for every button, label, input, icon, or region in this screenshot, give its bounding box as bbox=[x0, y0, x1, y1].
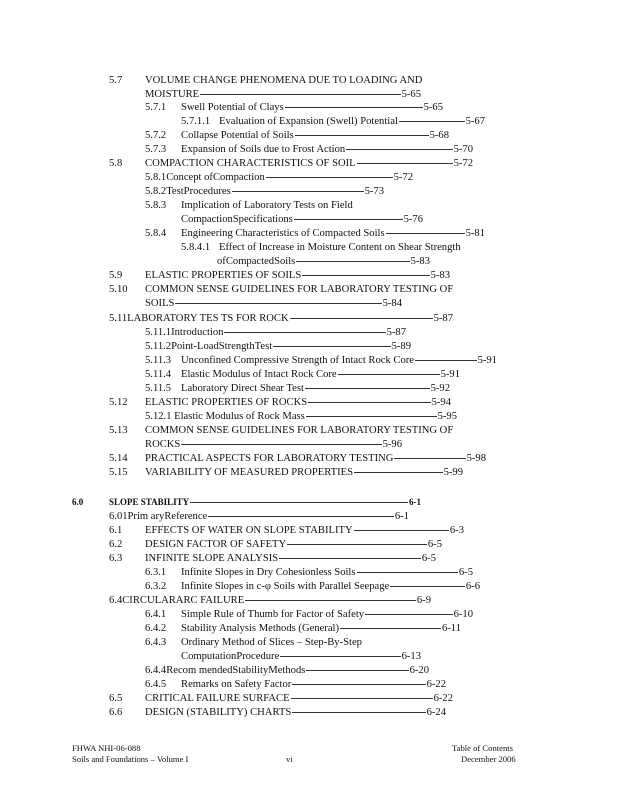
toc-entry-page: 5-99 bbox=[443, 467, 463, 478]
toc-leader-line bbox=[232, 191, 364, 192]
toc-entry-body bbox=[109, 312, 453, 325]
toc-entry-title: COMPACTION CHARACTERISTICS OF SOIL bbox=[145, 158, 356, 169]
footer-date: December 2006 bbox=[461, 754, 516, 764]
toc-entry-page: 6-22 bbox=[433, 693, 453, 704]
toc-entry-page: 5-84 bbox=[382, 298, 402, 309]
toc-entry-body bbox=[181, 622, 461, 635]
toc-leader-line bbox=[279, 558, 421, 559]
toc-entry-body bbox=[181, 101, 443, 114]
toc-entry-number: 5.8 bbox=[109, 158, 123, 169]
toc-entry-number: 5.12 bbox=[109, 397, 128, 408]
toc-entry-body bbox=[145, 283, 495, 296]
toc-entry-body bbox=[145, 157, 473, 170]
toc-leader-line bbox=[280, 656, 400, 657]
toc-leader-line bbox=[340, 628, 441, 629]
toc-entry-page: 6-5 bbox=[458, 567, 473, 578]
toc-entry-body bbox=[145, 74, 458, 87]
toc-entry-page: 5-98 bbox=[466, 453, 486, 464]
toc-leader-line bbox=[292, 684, 425, 685]
toc-leader-line bbox=[415, 360, 477, 361]
toc-entry-number: 5.14 bbox=[109, 453, 128, 464]
toc-entry-number: 6.6 bbox=[109, 707, 123, 718]
toc-entry-number: 5.8.3 bbox=[145, 200, 167, 211]
toc-entry-page: 5-96 bbox=[382, 439, 402, 450]
toc-entry-title: Implication of Laboratory Tests on Field bbox=[181, 200, 353, 211]
toc-entry-number: 5.7.1.1 bbox=[181, 116, 211, 127]
toc-entry-page: 5-72 bbox=[453, 158, 473, 169]
toc-entry-body bbox=[181, 566, 473, 579]
toc-entry-number: 6.4.1 bbox=[145, 609, 167, 620]
toc-entry-body bbox=[145, 410, 457, 423]
toc-entry-body bbox=[145, 552, 436, 565]
toc-entry-number: 5.11.4 bbox=[145, 369, 172, 380]
toc-entry-title: ofCompactedSoils bbox=[217, 256, 296, 267]
toc-entry-page: 6-22 bbox=[426, 679, 446, 690]
toc-entry-title: DESIGN FACTOR OF SAFETY bbox=[145, 539, 287, 550]
toc-leader-line bbox=[290, 318, 433, 319]
toc-leader-line bbox=[181, 444, 381, 445]
toc-leader-line bbox=[308, 402, 430, 403]
toc-leader-line bbox=[306, 670, 408, 671]
toc-entry-body bbox=[145, 171, 413, 184]
toc-leader-line bbox=[208, 516, 394, 517]
toc-entry-body bbox=[109, 510, 409, 523]
toc-entry-page: 5-95 bbox=[437, 411, 457, 422]
toc-entry-body bbox=[145, 452, 486, 465]
toc-entry-number: 5.7 bbox=[109, 75, 123, 86]
footer-section: Table of Contents bbox=[452, 743, 513, 753]
toc-entry-body bbox=[145, 706, 446, 719]
toc-entry-title: 5.11.2Point-LoadStrengthTest bbox=[145, 341, 273, 352]
toc-entry-body bbox=[145, 88, 421, 101]
footer-page-number: vi bbox=[286, 754, 293, 764]
toc-entry-title: CRITICAL FAILURE SURFACE bbox=[145, 693, 290, 704]
toc-entry-title: 5.8.2TestProcedures bbox=[145, 186, 231, 197]
footer-agency: FHWA NHI-06-088 bbox=[72, 743, 141, 753]
toc-entry-number: 6.3.2 bbox=[145, 581, 167, 592]
toc-entry-title: Engineering Characteristics of Compacted Soils bbox=[181, 228, 385, 239]
toc-entry-number: 5.7.3 bbox=[145, 144, 167, 155]
toc-entry-body bbox=[181, 636, 374, 649]
toc-entry-page: 5-87 bbox=[386, 327, 406, 338]
toc-entry-number: 5.8.4.1 bbox=[181, 242, 211, 253]
toc-entry-page: 5-91 bbox=[440, 369, 460, 380]
toc-entry-page: 5-70 bbox=[453, 144, 473, 155]
toc-leader-line bbox=[190, 502, 408, 503]
toc-entry-title: VOLUME CHANGE PHENOMENA DUE TO LOADING AND bbox=[145, 75, 423, 86]
toc-leader-line bbox=[294, 219, 403, 220]
toc-entry-title: Effect of Increase in Moisture Content on Shear Strength bbox=[219, 242, 461, 253]
toc-entry-body bbox=[181, 213, 423, 226]
toc-entry-body bbox=[181, 608, 473, 621]
toc-entry-title: Expansion of Soils due to Frost Action bbox=[181, 144, 346, 155]
toc-entry-page: 6-13 bbox=[401, 651, 421, 662]
toc-entry-title: SLOPE STABILITY bbox=[109, 497, 190, 507]
toc-entry-number: 6.3.1 bbox=[145, 567, 167, 578]
toc-leader-line bbox=[291, 698, 433, 699]
toc-entry-number: 5.15 bbox=[109, 467, 128, 478]
toc-entry-body bbox=[181, 227, 485, 240]
toc-entry-title: Unconfined Compressive Strength of Intact Rock Core bbox=[181, 355, 415, 366]
toc-entry-body bbox=[145, 326, 406, 339]
toc-leader-line bbox=[357, 163, 453, 164]
toc-leader-line bbox=[285, 107, 423, 108]
toc-entry-title: Collapse Potential of Soils bbox=[181, 130, 294, 141]
toc-leader-line bbox=[295, 135, 429, 136]
toc-entry-body bbox=[181, 129, 449, 142]
toc-entry-page: 5-91 bbox=[477, 355, 497, 366]
toc-entry-body bbox=[219, 115, 485, 128]
toc-entry-title: Elastic Modulus of Intact Rock Core bbox=[181, 369, 337, 380]
toc-entry-page: 5-87 bbox=[433, 313, 453, 324]
toc-entry-number: 5.7.1 bbox=[145, 102, 167, 113]
toc-entry-page: 5-76 bbox=[403, 214, 423, 225]
toc-entry-body bbox=[145, 297, 402, 310]
toc-entry-body bbox=[145, 424, 495, 437]
toc-entry-body bbox=[145, 664, 429, 677]
toc-leader-line bbox=[305, 388, 430, 389]
toc-entry-body bbox=[145, 524, 464, 537]
toc-entry-number: 5.11.5 bbox=[145, 383, 172, 394]
toc-entry-page: 6-3 bbox=[449, 525, 464, 536]
toc-entry-page: 6-9 bbox=[416, 595, 431, 606]
toc-entry-body bbox=[145, 396, 451, 409]
toc-entry-title: PRACTICAL ASPECTS FOR LABORATORY TESTING bbox=[145, 453, 394, 464]
toc-entry-page: 6-6 bbox=[465, 581, 480, 592]
toc-entry-page: 5-67 bbox=[465, 116, 485, 127]
toc-entry-page: 5-94 bbox=[431, 397, 451, 408]
toc-entry-page: 5-72 bbox=[393, 172, 413, 183]
toc-leader-line bbox=[175, 303, 381, 304]
toc-entry-title: ELASTIC PROPERTIES OF SOILS bbox=[145, 270, 302, 281]
toc-leader-line bbox=[354, 530, 449, 531]
toc-entry-page: 6-10 bbox=[453, 609, 473, 620]
toc-entry-title: Simple Rule of Thumb for Factor of Safety bbox=[181, 609, 365, 620]
toc-entry-page: 6-1 bbox=[409, 497, 421, 507]
toc-entry-page: 6-1 bbox=[394, 511, 409, 522]
toc-entry-body bbox=[145, 340, 411, 353]
toc-entry-page: 5-89 bbox=[391, 341, 411, 352]
toc-entry-title: 5.11.1Introduction bbox=[145, 327, 224, 338]
toc-entry-body bbox=[145, 692, 453, 705]
toc-entry-number: 5.7.2 bbox=[145, 130, 167, 141]
toc-entry-title: VARIABILITY OF MEASURED PROPERTIES bbox=[145, 467, 354, 478]
toc-entry-page: 5-92 bbox=[430, 383, 450, 394]
toc-leader-line bbox=[365, 614, 452, 615]
toc-entry-body bbox=[145, 538, 442, 551]
toc-entry-title: 5.12.1 Elastic Modulus of Rock Mass bbox=[145, 411, 305, 422]
toc-entry-title: EFFECTS OF WATER ON SLOPE STABILITY bbox=[145, 525, 353, 536]
toc-entry-number: 6.4.5 bbox=[145, 679, 167, 690]
toc-leader-line bbox=[200, 94, 400, 95]
toc-entry-body bbox=[145, 466, 463, 479]
toc-entry-body bbox=[181, 143, 473, 156]
toc-leader-line bbox=[302, 275, 429, 276]
toc-entry-number: 6.4.3 bbox=[145, 637, 167, 648]
toc-entry-title: 6.4CIRCULARARC FAILURE bbox=[109, 595, 245, 606]
toc-entry-page: 6-5 bbox=[421, 553, 436, 564]
toc-entry-body bbox=[145, 438, 402, 451]
toc-entry-page: 5-83 bbox=[430, 270, 450, 281]
toc-entry-title: Swell Potential of Clays bbox=[181, 102, 284, 113]
toc-entry-title: CompactionSpecifications bbox=[181, 214, 293, 225]
toc-leader-line bbox=[390, 586, 465, 587]
toc-entry-title: Evaluation of Expansion (Swell) Potential bbox=[219, 116, 398, 127]
toc-entry-page: 5-73 bbox=[364, 186, 384, 197]
toc-entry-number: 6.5 bbox=[109, 693, 123, 704]
toc-entry-number: 5.9 bbox=[109, 270, 123, 281]
toc-entry-page: 6-20 bbox=[409, 665, 429, 676]
toc-entry-number: 6.1 bbox=[109, 525, 123, 536]
toc-entry-title: MOISTURE bbox=[145, 89, 200, 100]
toc-leader-line bbox=[399, 121, 465, 122]
toc-leader-line bbox=[296, 261, 409, 262]
toc-entry-title: 5.11LABORATORY TES TS FOR ROCK bbox=[109, 313, 289, 324]
toc-entry-title: ComputationProcedure bbox=[181, 651, 280, 662]
toc-entry-page: 5-68 bbox=[429, 130, 449, 141]
toc-leader-line bbox=[346, 149, 452, 150]
toc-entry-body bbox=[181, 382, 450, 395]
toc-leader-line bbox=[386, 233, 465, 234]
toc-leader-line bbox=[338, 374, 440, 375]
toc-leader-line bbox=[306, 416, 437, 417]
toc-entry-body bbox=[217, 255, 430, 268]
toc-entry-body bbox=[109, 594, 431, 607]
toc-entry-page: 5-81 bbox=[465, 228, 485, 239]
toc-entry-page: 5-65 bbox=[401, 89, 421, 100]
toc-entry-body bbox=[181, 199, 374, 212]
toc-entry-number: 6.4.2 bbox=[145, 623, 167, 634]
toc-entry-title: DESIGN (STABILITY) CHARTS bbox=[145, 707, 292, 718]
toc-entry-page: 6-5 bbox=[427, 539, 442, 550]
toc-entry-number: 5.10 bbox=[109, 284, 128, 295]
toc-entry-body bbox=[145, 269, 450, 282]
toc-entry-number: 5.13 bbox=[109, 425, 128, 436]
toc-entry-title: 5.8.1Concept ofCompaction bbox=[145, 172, 265, 183]
toc-entry-number: 6.2 bbox=[109, 539, 123, 550]
toc-leader-line bbox=[394, 458, 465, 459]
toc-entry-body bbox=[181, 354, 497, 367]
toc-entry-title: Infinite Slopes in Dry Cohesionless Soils bbox=[181, 567, 356, 578]
toc-entry-body bbox=[181, 650, 421, 663]
toc-entry-title: ELASTIC PROPERTIES OF ROCKS bbox=[145, 397, 308, 408]
toc-entry-page: 5-83 bbox=[410, 256, 430, 267]
toc-entry-number: 6.3 bbox=[109, 553, 123, 564]
toc-entry-body bbox=[181, 368, 460, 381]
toc-leader-line bbox=[354, 472, 443, 473]
toc-entry-title: ROCKS bbox=[145, 439, 181, 450]
toc-entry-title: Stability Analysis Methods (General) bbox=[181, 623, 340, 634]
footer-manual-title: Soils and Foundations – Volume I bbox=[72, 754, 189, 764]
toc-entry-number: 5.11.3 bbox=[145, 355, 172, 366]
toc-entry-title: COMMON SENSE GUIDELINES FOR LABORATORY TESTING OF bbox=[145, 284, 454, 295]
toc-entry-title: 6.01Prim aryReference bbox=[109, 511, 208, 522]
toc-entry-body bbox=[109, 496, 421, 509]
toc-entry-body bbox=[181, 678, 446, 691]
toc-entry-body bbox=[219, 241, 487, 254]
toc-entry-title: COMMON SENSE GUIDELINES FOR LABORATORY TESTING OF bbox=[145, 425, 454, 436]
toc-entry-title: INFINITE SLOPE ANALYSIS bbox=[145, 553, 279, 564]
toc-entry-page: 6-24 bbox=[426, 707, 446, 718]
toc-entry-title: Infinite Slopes in c-φ Soils with Parallel Seepage bbox=[181, 581, 390, 592]
toc-leader-line bbox=[292, 712, 425, 713]
toc-entry-title: Remarks on Safety Factor bbox=[181, 679, 292, 690]
toc-leader-line bbox=[224, 332, 385, 333]
toc-leader-line bbox=[273, 346, 390, 347]
toc-entry-number: 6.0 bbox=[72, 497, 84, 507]
toc-entry-title: Ordinary Method of Slices – Step-By-Step bbox=[181, 637, 362, 648]
toc-entry-page: 5-65 bbox=[423, 102, 443, 113]
toc-entry-number: 5.8.4 bbox=[145, 228, 167, 239]
toc-entry-title: Laboratory Direct Shear Test bbox=[181, 383, 304, 394]
toc-entry-title: SOILS bbox=[145, 298, 175, 309]
toc-entry-body bbox=[145, 185, 384, 198]
toc-leader-line bbox=[266, 177, 393, 178]
toc-entry-page: 6-11 bbox=[441, 623, 461, 634]
toc-leader-line bbox=[287, 544, 427, 545]
toc-entry-body bbox=[181, 580, 480, 593]
toc-leader-line bbox=[245, 600, 416, 601]
toc-entry-title: 6.4.4Recom mendedStabilityMethods bbox=[145, 665, 306, 676]
toc-leader-line bbox=[357, 572, 458, 573]
